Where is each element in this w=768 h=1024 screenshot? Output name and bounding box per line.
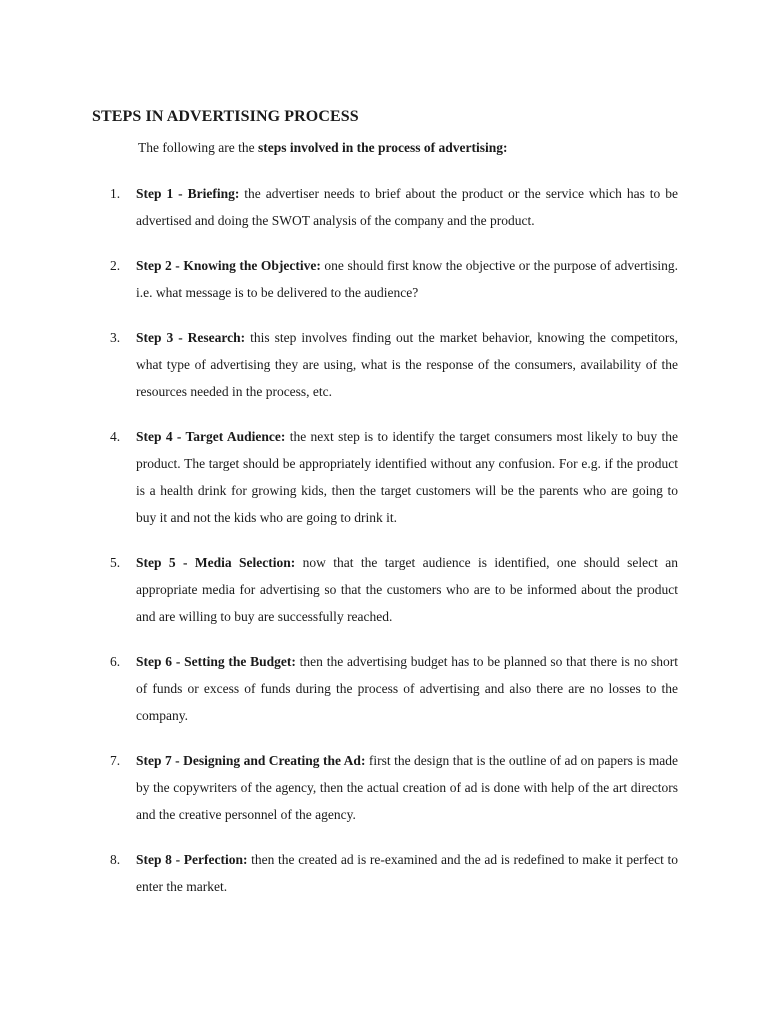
step-heading: Step 8 - Perfection: <box>136 852 248 867</box>
list-item <box>90 549 678 630</box>
step-heading: Step 7 - Designing and Creating the Ad: <box>136 753 366 768</box>
step-heading: Step 2 - Knowing the Objective: <box>136 258 321 273</box>
step-heading: Step 1 - Briefing: <box>136 186 240 201</box>
list-item <box>90 423 678 531</box>
list-item <box>90 747 678 828</box>
list-number: 7. <box>110 753 121 768</box>
steps-list <box>90 180 678 900</box>
list-item <box>90 324 678 405</box>
step-text: the advertiser needs to brief about the product or the service which has to be advertised and doing the SWOT analysis of the company and the product. <box>136 186 678 228</box>
document-title: STEPS IN ADVERTISING PROCESS <box>92 108 359 125</box>
list-number: 6. <box>110 654 121 669</box>
step-text: then the advertising budget has to be planned so that there is no short of funds or excess of funds during the process of advertising and also there are no losses to the company. <box>136 654 679 723</box>
step-heading: Step 5 - Media Selection: <box>136 555 296 570</box>
list-item <box>90 180 678 234</box>
list-number: 4. <box>110 429 121 444</box>
step-heading: Step 6 - Setting the Budget: <box>136 654 296 669</box>
step-text: first the design that is the outline of ad on papers is made by the copywriters of the agency, then the actual creation of ad is done with help of the art directors and the creative personnel of the agency. <box>136 753 678 822</box>
step-text: then the created ad is re-examined and the ad is redefined to make it perfect to enter the market. <box>136 852 678 894</box>
list-number: 1. <box>110 186 121 201</box>
step-text: the next step is to identify the target consumers most likely to buy the product. The target should be appropriately identified without any confusion. For e.g. if the product is a health drink for growing kids, then the target customers will be the parents who are going to buy it and not the kids who are going to drink it. <box>136 429 678 525</box>
list-item <box>90 846 678 900</box>
step-heading: Step 4 - Target Audience: <box>136 429 286 444</box>
intro-paragraph <box>138 140 678 156</box>
list-item <box>90 648 678 729</box>
step-heading: Step 3 - Research: <box>136 330 246 345</box>
intro-text: The following are the <box>138 140 258 155</box>
list-number: 3. <box>110 330 121 345</box>
list-number: 8. <box>110 852 121 867</box>
list-number: 2. <box>110 258 121 273</box>
step-text: this step involves finding out the market behavior, knowing the competitors, what type of advertising they are using, what is the response of the consumers, availability of the resources needed in the process, etc. <box>136 330 679 399</box>
step-text: now that the target audience is identified, one should select an appropriate media for advertising so that the customers who are to be informed about the product and are willing to buy are successfully reached. <box>136 555 678 624</box>
intro-bold-text: steps involved in the process of advertising: <box>257 140 508 155</box>
step-text: one should first know the objective or the purpose of advertising. i.e. what message is to be delivered to the audience? <box>136 258 679 300</box>
list-item <box>90 252 678 306</box>
list-number: 5. <box>110 555 121 570</box>
